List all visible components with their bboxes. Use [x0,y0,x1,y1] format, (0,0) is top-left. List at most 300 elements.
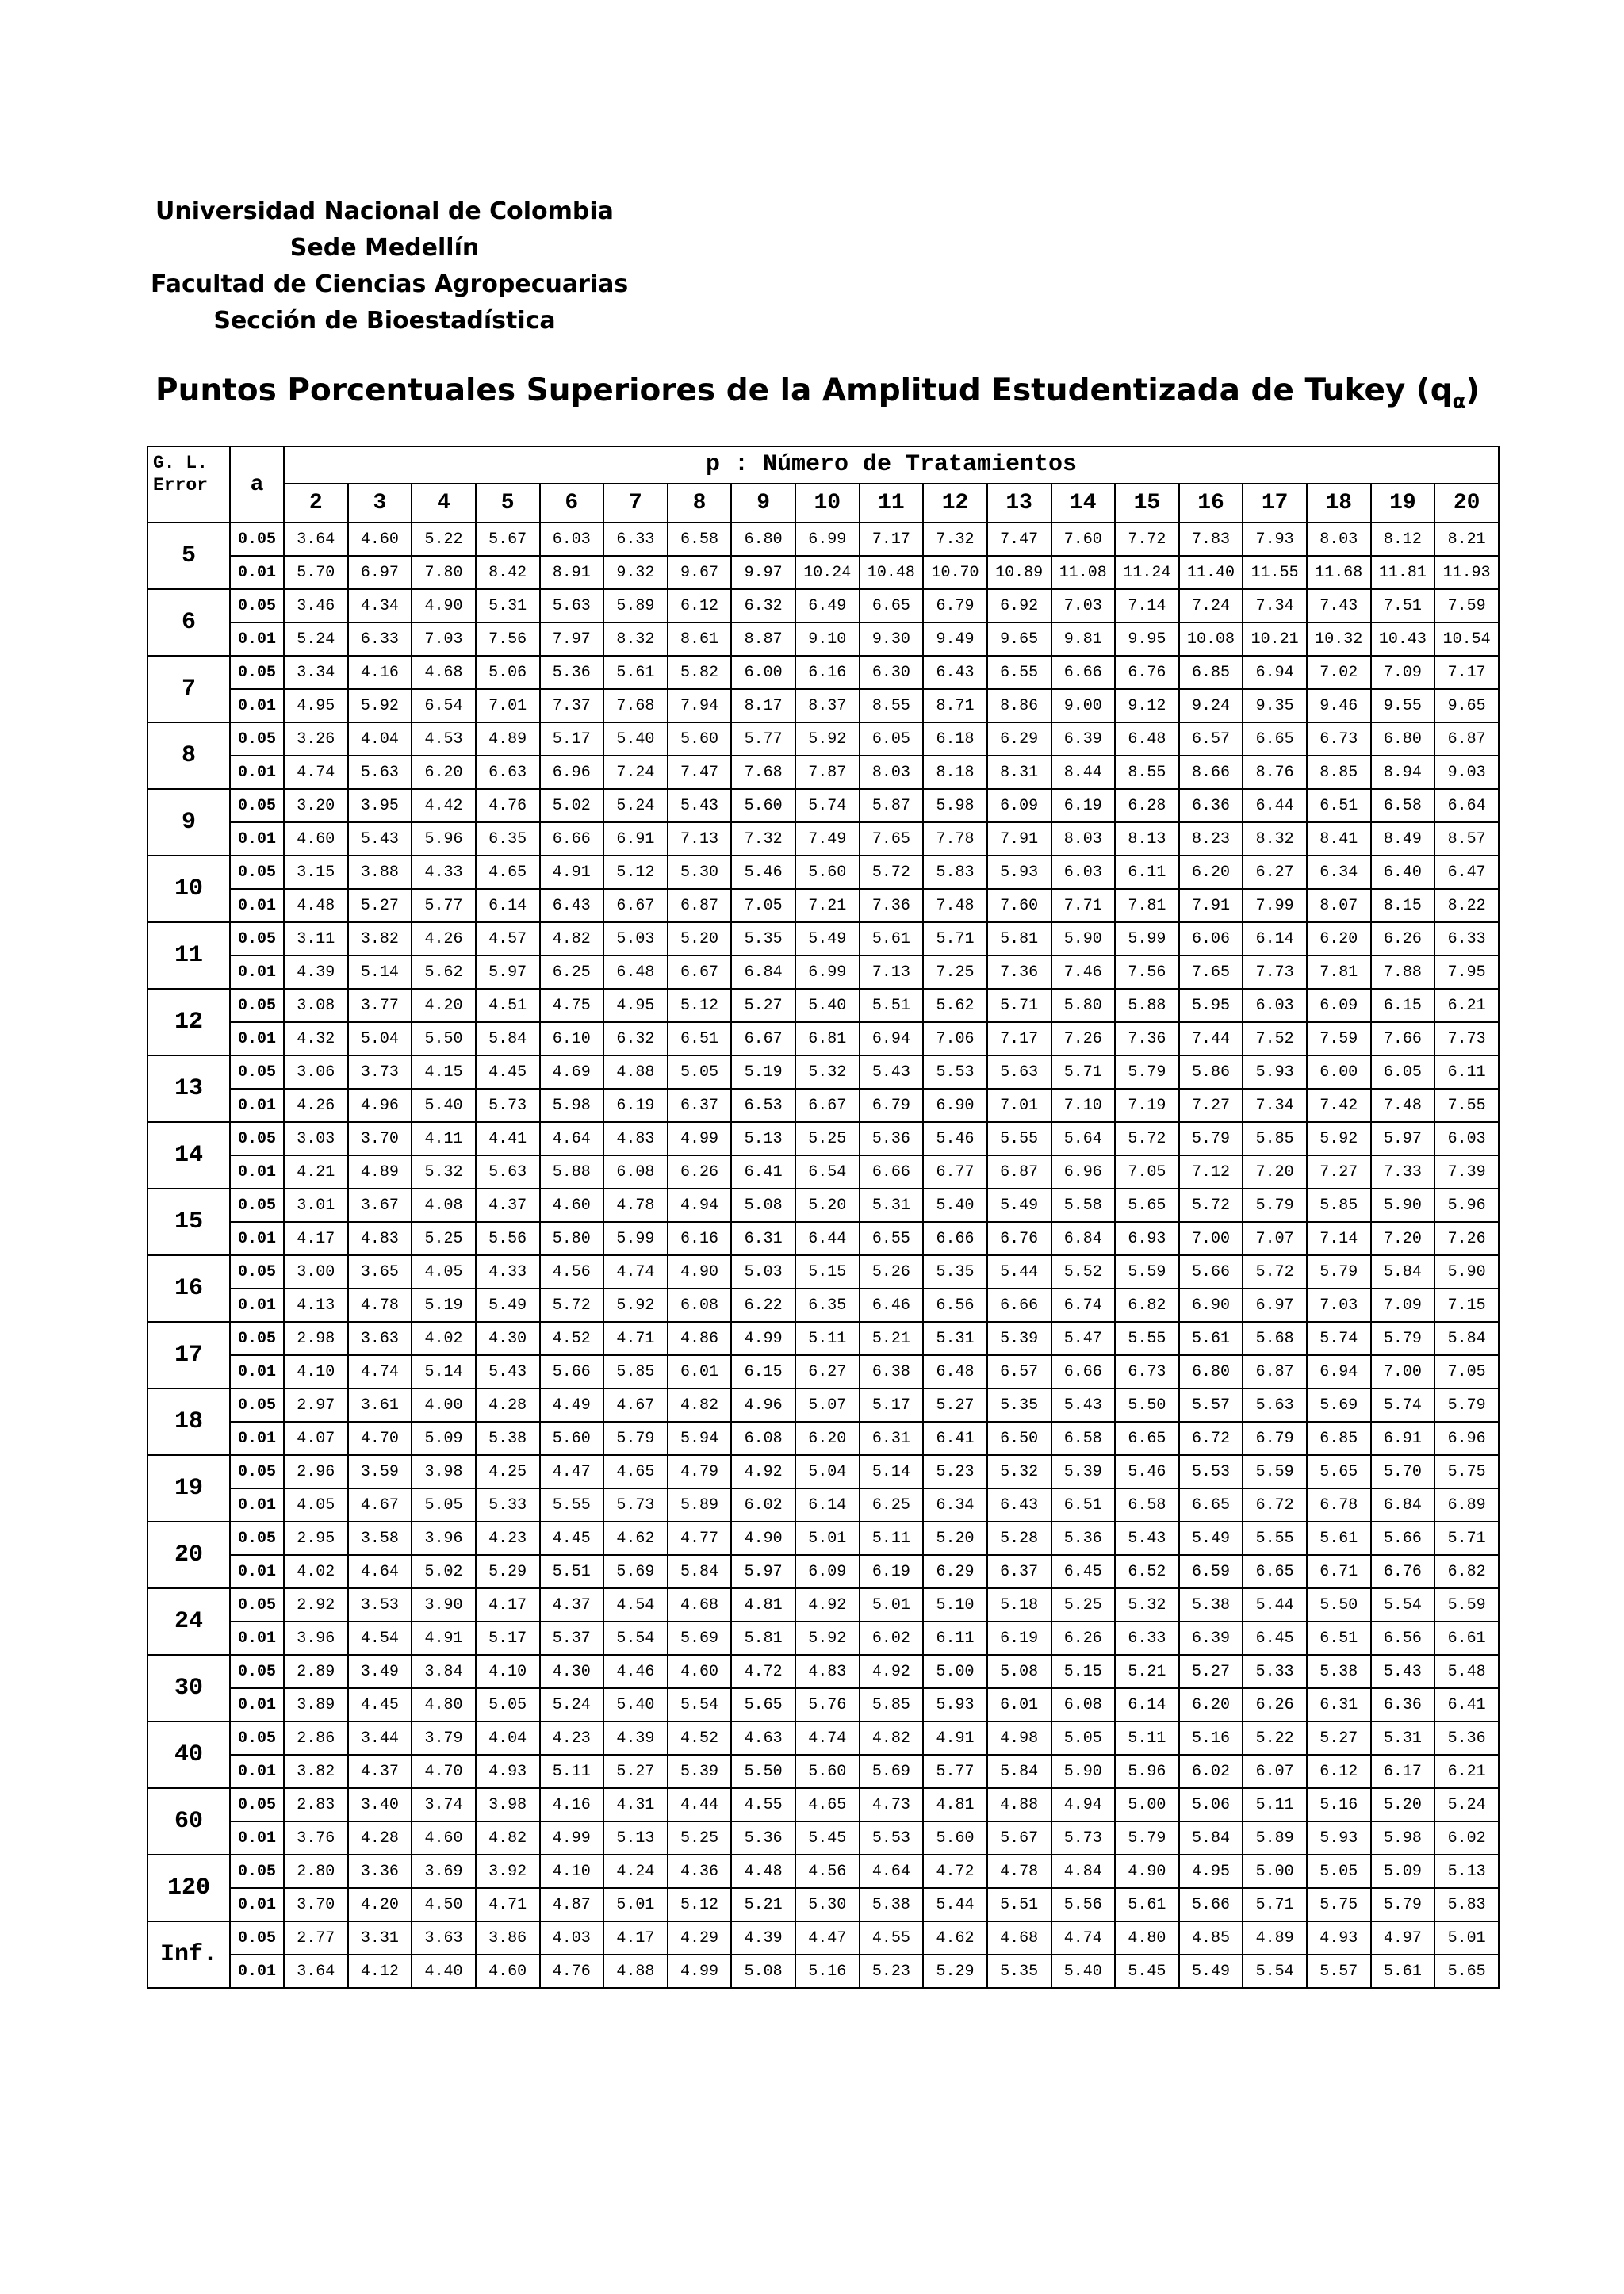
value-cell: 3.34 [284,656,348,689]
value-cell: 4.62 [923,1921,987,1955]
value-cell: 4.48 [284,889,348,922]
value-cell: 5.36 [731,1821,795,1855]
value-cell: 4.94 [668,1189,732,1222]
value-cell: 6.61 [1434,1622,1499,1655]
value-cell: 4.85 [1179,1921,1243,1955]
value-cell: 4.10 [284,1355,348,1388]
value-cell: 7.43 [1307,589,1371,622]
table-row [147,1655,1499,1688]
value-cell: 7.36 [987,956,1051,989]
value-cell: 8.61 [668,622,732,656]
value-cell: 5.72 [540,1289,604,1322]
value-cell: 7.94 [668,689,732,722]
value-cell: 7.78 [923,822,987,856]
value-cell: 5.04 [795,1455,860,1488]
value-cell: 7.95 [1434,956,1499,989]
value-cell: 6.67 [668,956,732,989]
value-cell: 3.70 [284,1888,348,1921]
table-row [147,1588,1499,1622]
value-cell: 4.56 [540,1255,604,1289]
value-cell: 4.77 [668,1522,732,1555]
value-cell: 7.36 [860,889,924,922]
value-cell: 10.32 [1307,622,1371,656]
value-cell: 4.45 [476,1055,540,1089]
value-cell: 5.66 [540,1355,604,1388]
value-cell: 6.19 [1051,789,1116,822]
value-cell: 6.41 [731,1155,795,1189]
alpha-cell: 0.01 [230,1155,284,1189]
value-cell: 4.36 [668,1855,732,1888]
value-cell: 5.14 [860,1455,924,1488]
value-cell: 5.43 [348,822,412,856]
value-cell: 3.98 [476,1788,540,1821]
gl-error-cell: 10 [147,856,230,922]
value-cell: 5.15 [1051,1655,1116,1688]
value-cell: 5.72 [860,856,924,889]
table-body [147,523,1499,1988]
value-cell: 5.80 [1051,989,1116,1022]
value-cell: 5.23 [923,1455,987,1488]
value-cell: 5.32 [1115,1588,1179,1622]
value-cell: 5.17 [860,1388,924,1422]
value-cell: 5.25 [412,1222,476,1255]
gl-error-cell: 13 [147,1055,230,1122]
value-cell: 6.96 [1051,1155,1116,1189]
value-cell: 7.55 [1434,1089,1499,1122]
value-cell: 5.98 [540,1089,604,1122]
value-cell: 5.27 [923,1388,987,1422]
value-cell: 4.79 [668,1455,732,1488]
alpha-cell: 0.01 [230,1955,284,1988]
value-cell: 5.12 [668,989,732,1022]
table-row [147,1455,1499,1488]
value-cell: 7.15 [1434,1289,1499,1322]
value-cell: 2.89 [284,1655,348,1688]
value-cell: 6.20 [1179,856,1243,889]
value-cell: 9.00 [1051,689,1116,722]
value-cell: 5.65 [731,1688,795,1721]
value-cell: 4.68 [987,1921,1051,1955]
value-cell: 4.28 [348,1821,412,1855]
value-cell: 6.87 [1434,722,1499,756]
alpha-cell: 0.05 [230,1122,284,1155]
value-cell: 6.76 [1371,1555,1435,1588]
value-cell: 4.21 [284,1155,348,1189]
value-cell: 5.49 [1179,1955,1243,1988]
value-cell: 5.16 [1179,1721,1243,1755]
value-cell: 6.97 [348,556,412,589]
column-header: 16 [1179,484,1243,523]
value-cell: 6.65 [1115,1422,1179,1455]
value-cell: 4.71 [603,1322,668,1355]
value-cell: 7.34 [1243,1089,1307,1122]
alpha-cell: 0.01 [230,889,284,922]
value-cell: 7.44 [1179,1022,1243,1055]
value-cell: 4.76 [476,789,540,822]
alpha-cell: 0.01 [230,822,284,856]
value-cell: 5.77 [923,1755,987,1788]
alpha-cell: 0.05 [230,1655,284,1688]
value-cell: 8.57 [1434,822,1499,856]
value-cell: 6.77 [923,1155,987,1189]
value-cell: 5.05 [668,1055,732,1089]
value-cell: 6.18 [923,722,987,756]
value-cell: 8.15 [1371,889,1435,922]
value-cell: 8.66 [1179,756,1243,789]
alpha-header: a [230,446,284,523]
value-cell: 5.01 [860,1588,924,1622]
value-cell: 4.90 [1115,1855,1179,1888]
value-cell: 7.91 [987,822,1051,856]
value-cell: 4.99 [668,1955,732,1988]
value-cell: 4.53 [412,722,476,756]
value-cell: 6.08 [603,1155,668,1189]
value-cell: 7.20 [1243,1155,1307,1189]
column-header: 8 [668,484,732,523]
value-cell: 8.42 [476,556,540,589]
value-cell: 6.84 [1371,1488,1435,1522]
value-cell: 6.48 [923,1355,987,1388]
value-cell: 11.93 [1434,556,1499,589]
value-cell: 6.66 [987,1289,1051,1322]
value-cell: 3.69 [412,1855,476,1888]
value-cell: 4.62 [603,1522,668,1555]
value-cell: 4.68 [668,1588,732,1622]
value-cell: 5.96 [1434,1189,1499,1222]
value-cell: 6.32 [731,589,795,622]
value-cell: 4.47 [540,1455,604,1488]
value-cell: 7.21 [795,889,860,922]
value-cell: 5.61 [1115,1888,1179,1921]
value-cell: 6.96 [1434,1422,1499,1455]
value-cell: 4.12 [348,1955,412,1988]
value-cell: 5.20 [923,1522,987,1555]
value-cell: 3.73 [348,1055,412,1089]
value-cell: 5.05 [476,1688,540,1721]
table-row [147,1355,1499,1388]
value-cell: 8.31 [987,756,1051,789]
value-cell: 5.24 [540,1688,604,1721]
value-cell: 5.03 [603,922,668,956]
value-cell: 7.03 [412,622,476,656]
value-cell: 4.64 [860,1855,924,1888]
value-cell: 5.74 [1307,1322,1371,1355]
value-cell: 3.76 [284,1821,348,1855]
value-cell: 5.50 [731,1755,795,1788]
value-cell: 3.77 [348,989,412,1022]
gl-error-cell: 19 [147,1455,230,1522]
value-cell: 5.20 [668,922,732,956]
value-cell: 4.20 [412,989,476,1022]
value-cell: 5.87 [860,789,924,822]
value-cell: 9.35 [1243,689,1307,722]
value-cell: 5.10 [923,1588,987,1622]
value-cell: 5.71 [1434,1522,1499,1555]
value-cell: 5.57 [1179,1388,1243,1422]
value-cell: 6.51 [1307,789,1371,822]
value-cell: 5.90 [1051,1755,1116,1788]
value-cell: 3.03 [284,1122,348,1155]
value-cell: 3.00 [284,1255,348,1289]
value-cell: 5.11 [540,1755,604,1788]
value-cell: 4.74 [348,1355,412,1388]
value-cell: 10.54 [1434,622,1499,656]
alpha-cell: 0.05 [230,1255,284,1289]
value-cell: 6.02 [860,1622,924,1655]
value-cell: 3.90 [412,1588,476,1622]
value-cell: 5.51 [987,1888,1051,1921]
value-cell: 3.79 [412,1721,476,1755]
value-cell: 3.20 [284,789,348,822]
value-cell: 5.45 [1115,1955,1179,1988]
value-cell: 6.87 [668,889,732,922]
value-cell: 6.63 [476,756,540,789]
alpha-cell: 0.01 [230,1089,284,1122]
value-cell: 5.11 [1115,1721,1179,1755]
value-cell: 6.03 [540,523,604,556]
value-cell: 6.99 [795,956,860,989]
value-cell: 4.88 [603,1955,668,1988]
value-cell: 5.74 [1371,1388,1435,1422]
value-cell: 6.74 [1051,1289,1116,1322]
value-cell: 7.52 [1243,1022,1307,1055]
value-cell: 6.30 [860,656,924,689]
value-cell: 5.66 [1179,1888,1243,1921]
value-cell: 6.29 [923,1555,987,1588]
page-title [147,373,1488,412]
value-cell: 6.03 [1434,1122,1499,1155]
value-cell: 4.26 [412,922,476,956]
value-cell: 11.81 [1371,556,1435,589]
value-cell: 9.03 [1434,756,1499,789]
alpha-cell: 0.05 [230,856,284,889]
value-cell: 6.45 [1051,1555,1116,1588]
value-cell: 7.05 [1434,1355,1499,1388]
value-cell: 6.82 [1434,1555,1499,1588]
value-cell: 4.70 [348,1422,412,1455]
value-cell: 5.25 [668,1821,732,1855]
value-cell: 6.56 [923,1289,987,1322]
value-cell: 5.65 [1115,1189,1179,1222]
gl-error-cell: Inf. [147,1921,230,1988]
value-cell: 5.22 [412,523,476,556]
value-cell: 7.68 [603,689,668,722]
alpha-cell: 0.05 [230,1322,284,1355]
value-cell: 6.56 [1371,1622,1435,1655]
value-cell: 7.99 [1243,889,1307,922]
value-cell: 5.16 [795,1955,860,1988]
value-cell: 4.37 [476,1189,540,1222]
value-cell: 3.70 [348,1122,412,1155]
value-cell: 5.36 [540,656,604,689]
value-cell: 2.97 [284,1388,348,1422]
value-cell: 4.92 [860,1655,924,1688]
alpha-cell: 0.05 [230,589,284,622]
value-cell: 4.74 [795,1721,860,1755]
value-cell: 5.39 [668,1755,732,1788]
value-cell: 5.43 [860,1055,924,1089]
value-cell: 5.32 [412,1155,476,1189]
value-cell: 4.96 [348,1089,412,1122]
value-cell: 4.82 [540,922,604,956]
value-cell: 5.30 [668,856,732,889]
value-cell: 6.90 [923,1089,987,1122]
value-cell: 8.87 [731,622,795,656]
value-cell: 6.80 [1179,1355,1243,1388]
alpha-cell: 0.01 [230,1688,284,1721]
value-cell: 7.39 [1434,1155,1499,1189]
value-cell: 5.77 [412,889,476,922]
value-cell: 6.96 [540,756,604,789]
value-cell: 4.10 [540,1855,604,1888]
value-cell: 4.37 [540,1588,604,1622]
value-cell: 5.14 [348,956,412,989]
value-cell: 5.90 [1434,1255,1499,1289]
value-cell: 6.94 [1243,656,1307,689]
value-cell: 6.08 [1051,1688,1116,1721]
value-cell: 9.32 [603,556,668,589]
value-cell: 8.03 [1307,523,1371,556]
value-cell: 4.56 [795,1855,860,1888]
value-cell: 6.72 [1243,1488,1307,1522]
alpha-cell: 0.01 [230,556,284,589]
value-cell: 4.95 [284,689,348,722]
value-cell: 5.22 [1243,1721,1307,1755]
value-cell: 4.05 [284,1488,348,1522]
value-cell: 3.98 [412,1455,476,1488]
value-cell: 4.47 [795,1921,860,1955]
value-cell: 4.60 [540,1189,604,1222]
table-row [147,922,1499,956]
column-header: 13 [987,484,1051,523]
value-cell: 4.17 [284,1222,348,1255]
value-cell: 5.36 [1434,1721,1499,1755]
value-cell: 5.63 [476,1155,540,1189]
value-cell: 5.30 [795,1888,860,1921]
value-cell: 4.89 [476,722,540,756]
value-cell: 6.79 [860,1089,924,1122]
value-cell: 3.40 [348,1788,412,1821]
value-cell: 8.03 [860,756,924,789]
table-row [147,1055,1499,1089]
value-cell: 5.58 [1051,1189,1116,1222]
value-cell: 3.06 [284,1055,348,1089]
value-cell: 6.34 [923,1488,987,1522]
gl-error-cell: 8 [147,722,230,789]
value-cell: 5.66 [1179,1255,1243,1289]
value-cell: 5.85 [1307,1189,1371,1222]
value-cell: 5.31 [860,1189,924,1222]
alpha-cell: 0.01 [230,956,284,989]
value-cell: 7.12 [1179,1155,1243,1189]
value-cell: 5.60 [540,1422,604,1455]
alpha-cell: 0.01 [230,689,284,722]
value-cell: 4.16 [540,1788,604,1821]
value-cell: 3.74 [412,1788,476,1821]
value-cell: 4.33 [412,856,476,889]
value-cell: 4.74 [603,1255,668,1289]
value-cell: 6.11 [1115,856,1179,889]
column-header: 14 [1051,484,1116,523]
gl-error-cell: 120 [147,1855,230,1921]
value-cell: 5.29 [923,1955,987,1988]
value-cell: 6.82 [1115,1289,1179,1322]
value-cell: 5.55 [1115,1322,1179,1355]
table-row [147,822,1499,856]
value-cell: 6.90 [1179,1289,1243,1322]
value-cell: 3.08 [284,989,348,1022]
value-cell: 5.13 [731,1122,795,1155]
value-cell: 6.99 [795,523,860,556]
value-cell: 4.42 [412,789,476,822]
value-cell: 5.43 [1051,1388,1116,1422]
value-cell: 6.57 [987,1355,1051,1388]
value-cell: 6.93 [1115,1222,1179,1255]
value-cell: 6.48 [603,956,668,989]
value-cell: 4.55 [860,1921,924,1955]
value-cell: 5.69 [603,1555,668,1588]
value-cell: 6.09 [1307,989,1371,1022]
value-cell: 10.21 [1243,622,1307,656]
value-cell: 2.92 [284,1588,348,1622]
value-cell: 4.82 [860,1721,924,1755]
value-cell: 5.45 [795,1821,860,1855]
table-row [147,1289,1499,1322]
value-cell: 7.93 [1243,523,1307,556]
value-cell: 4.05 [412,1255,476,1289]
value-cell: 6.79 [1243,1422,1307,1455]
value-cell: 4.51 [476,989,540,1022]
value-cell: 6.55 [987,656,1051,689]
column-header-row [147,484,1499,523]
value-cell: 5.92 [348,689,412,722]
value-cell: 9.49 [923,622,987,656]
value-cell: 4.17 [476,1588,540,1622]
value-cell: 5.84 [1434,1322,1499,1355]
value-cell: 6.35 [476,822,540,856]
tukey-table [147,446,1500,1989]
value-cell: 5.35 [987,1955,1051,1988]
value-cell: 8.49 [1371,822,1435,856]
value-cell: 6.39 [1179,1622,1243,1655]
gl-error-cell: 12 [147,989,230,1055]
value-cell: 6.31 [860,1422,924,1455]
value-cell: 7.71 [1051,889,1116,922]
value-cell: 5.65 [1434,1955,1499,1988]
value-cell: 5.05 [1051,1721,1116,1755]
value-cell: 5.38 [1179,1588,1243,1622]
value-cell: 4.60 [284,822,348,856]
value-cell: 5.31 [476,589,540,622]
value-cell: 11.55 [1243,556,1307,589]
value-cell: 4.41 [476,1122,540,1155]
value-cell: 5.39 [987,1322,1051,1355]
value-cell: 5.05 [1307,1855,1371,1888]
value-cell: 6.67 [795,1089,860,1122]
value-cell: 6.33 [348,622,412,656]
value-cell: 5.70 [284,556,348,589]
value-cell: 6.51 [668,1022,732,1055]
value-cell: 4.78 [603,1189,668,1222]
value-cell: 4.52 [540,1322,604,1355]
value-cell: 5.49 [795,922,860,956]
value-cell: 4.20 [348,1888,412,1921]
value-cell: 7.66 [1371,1022,1435,1055]
value-cell: 5.07 [795,1388,860,1422]
value-cell: 6.84 [731,956,795,989]
value-cell: 7.91 [1179,889,1243,922]
gl-error-cell: 15 [147,1189,230,1255]
